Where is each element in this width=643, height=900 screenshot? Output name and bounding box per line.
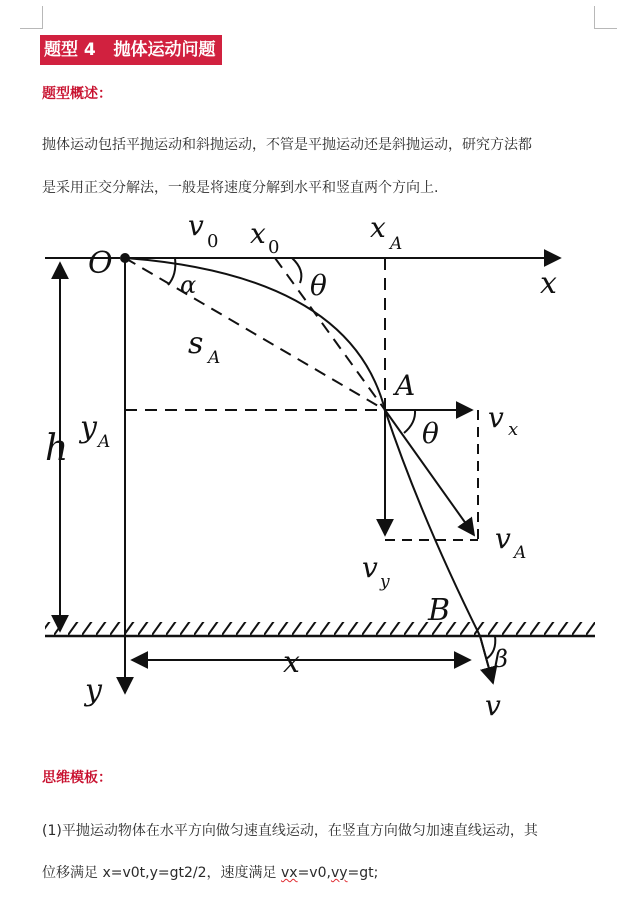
page-corner-mark-left (20, 6, 43, 29)
template-heading: 思维模板： (42, 770, 112, 786)
label-beta: β (494, 645, 508, 673)
label-y-axis: y (85, 673, 102, 708)
label-x-axis: x (540, 266, 557, 301)
overview-heading: 题型概述： (42, 86, 112, 102)
template-line-2-prefix: 位移满足 x=v0t,y=gt2/2，速度满足 (42, 865, 281, 881)
label-xA-sub: A (390, 234, 403, 254)
label-x0: x (250, 217, 266, 250)
label-vx: v (488, 401, 504, 434)
label-x0-sub: 0 (268, 237, 280, 258)
label-vy: v (362, 551, 378, 584)
page-corner-mark-right (594, 6, 617, 29)
section-title: 题型 4 抛体运动问题 (40, 35, 222, 65)
label-theta-mid: θ (422, 417, 439, 450)
template-line-2-mid: =v0, (297, 865, 331, 881)
overview-line-1: 抛体运动包括平抛运动和斜抛运动，不管是平抛运动还是斜抛运动，研究方法都 (42, 137, 532, 153)
theta-top-arc (292, 258, 301, 283)
projectile-diagram (40, 215, 620, 725)
label-vx-sub: x (508, 419, 519, 440)
theta-mid-arc (404, 410, 415, 433)
spellcheck-vy: vy (330, 865, 348, 881)
label-v0-sub: 0 (207, 231, 219, 252)
label-sA-sub: A (208, 348, 221, 368)
overview-line-2: 是采用正交分解法，一般是将速度分解到水平和竖直两个方向上. (42, 180, 439, 196)
label-x-bottom: x (283, 645, 300, 680)
label-theta-top: θ (310, 269, 327, 302)
template-line-2-suffix: =gt; (347, 865, 379, 881)
label-A: A (395, 369, 416, 402)
label-v0: v (188, 215, 204, 242)
label-yA-sub: A (98, 432, 111, 452)
template-line-1: (1)平抛运动物体在水平方向做匀速直线运动，在竖直方向做匀加速直线运动，其 (42, 823, 538, 839)
label-v: v (485, 689, 501, 722)
label-B: B (428, 593, 451, 628)
spellcheck-vx: vx (280, 865, 298, 881)
label-vA-sub: A (514, 543, 527, 563)
label-xA: x (370, 215, 386, 244)
label-sA: s (188, 326, 204, 361)
label-vA: v (495, 522, 511, 555)
label-alpha: α (180, 271, 197, 299)
tangent-line (275, 258, 385, 410)
label-h: h (45, 428, 69, 469)
template-line-2 (42, 862, 378, 882)
ground-hatching (45, 622, 595, 636)
label-vy-sub: y (380, 572, 390, 592)
label-yA: y (80, 410, 97, 445)
displacement-sA-line (125, 258, 385, 410)
label-O: O (88, 246, 113, 281)
